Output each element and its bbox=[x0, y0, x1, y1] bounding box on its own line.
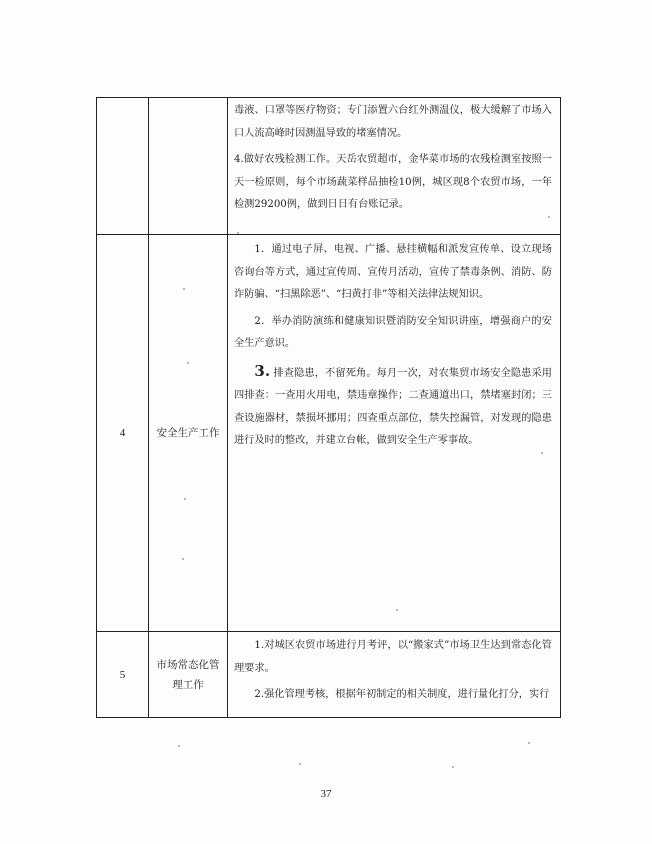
content-paragraph: 1．通过电子屏、电视、广播、悬挂横幅和派发宣传单、设立现场咨询台等方式，通过宣传周、宣传月活动，宣传了禁毒条例、消防、防诈防骗、“扫黑除恶”、“扫黄打非”等相关法律法规知识。 bbox=[234, 244, 552, 300]
row-number-cell: 4 bbox=[97, 235, 149, 632]
category-line: 市场常态化管 bbox=[156, 658, 220, 671]
work-summary-table bbox=[96, 97, 561, 718]
scan-speck bbox=[548, 216, 550, 218]
scan-speck bbox=[187, 362, 189, 364]
content-paragraph: 2．举办消防演练和健康知识暨消防安全知识讲座，增强商户的安全生产意识。 bbox=[234, 315, 552, 349]
scan-speck bbox=[183, 288, 185, 290]
row-number-cell: 5 bbox=[97, 632, 149, 718]
category-cell bbox=[149, 98, 228, 235]
content-paragraph: 4.做好农残检测工作。天岳农贸超市，金华菜市场的农残检测室按照一天一检原则，每个市场蔬菜样品抽检10例，城区现8个农贸市场，一年检测29200例，做到日日有台账记录。 bbox=[234, 154, 552, 210]
table-row-continuation bbox=[97, 98, 561, 235]
content-paragraph: 2.强化管理考核，根据年初制定的相关制度，进行量化打分，实行 bbox=[254, 689, 550, 700]
item-text: 排查隐患，不留死角。每月一次，对农集贸市场安全隐患采用四排查：一查用火用电，禁违章操作；二查通道出口，禁堵塞封闭；三查设施器材，禁损坏挪用；四查重点部位，禁失控漏管，对发现的隐患进行及时的整改，并建立台帐，做到安全生产零事故。 bbox=[234, 367, 552, 446]
scan-speck bbox=[182, 558, 184, 560]
row-number-cell bbox=[97, 98, 149, 235]
content-cell bbox=[228, 235, 561, 632]
scan-speck bbox=[541, 452, 543, 454]
item-number: 3. bbox=[254, 361, 271, 380]
scan-speck bbox=[184, 498, 186, 500]
content-paragraph: 毒液、口罩等医疗物资；专门添置六台红外测温仪，极大缓解了市场入口人流高峰时因测温导致的堵塞情况。 bbox=[234, 105, 552, 139]
content-paragraph: 1.对城区农贸市场进行月考评，以“搬家式”市场卫生达到常态化管理要求。 bbox=[234, 640, 552, 674]
scan-speck bbox=[452, 766, 454, 768]
content-cell bbox=[228, 98, 561, 235]
category-line: 理工作 bbox=[172, 678, 204, 691]
category-cell: 安全生产工作 bbox=[149, 235, 228, 632]
scan-speck bbox=[396, 609, 398, 611]
scan-speck bbox=[528, 742, 530, 744]
content-cell bbox=[228, 632, 561, 718]
scan-speck bbox=[237, 232, 239, 234]
page-number: 37 bbox=[320, 788, 332, 800]
scan-speck bbox=[299, 763, 301, 765]
content-paragraph bbox=[234, 360, 552, 453]
scan-speck bbox=[178, 745, 180, 747]
table-row-safety bbox=[97, 235, 561, 632]
category-cell bbox=[149, 632, 228, 718]
table-row-market bbox=[97, 632, 561, 718]
